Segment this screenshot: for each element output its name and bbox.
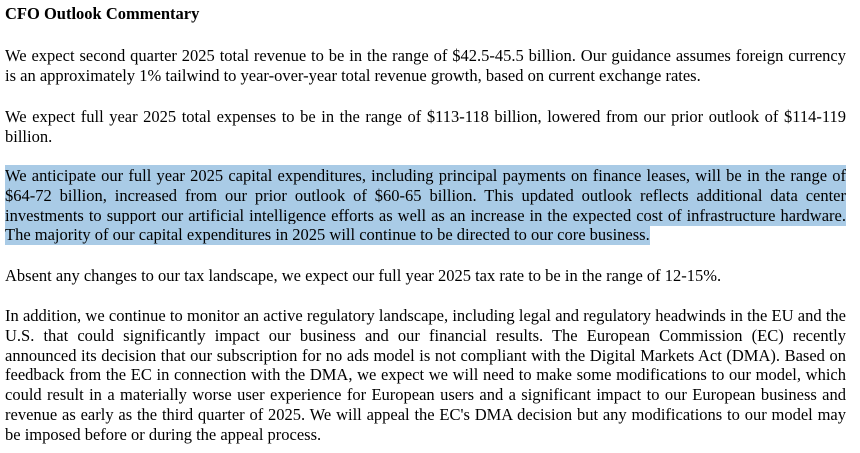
capex-paragraph[interactable] xyxy=(5,166,846,245)
text-selection-highlight[interactable]: We anticipate our full year 2025 capital expenditures, including principal payments on finance leases, will be in the range of $64-72 billion, increased from our prior outlook of $60-65 billion. This updated outlook reflects additional data center investments to support our artificial intelligence efforts as well as an increase in the expected cost of infrastructure hardware. The majority of our capital expenditures in 2025 will continue to be directed to our core business. xyxy=(5,166,846,245)
tax-paragraph: Absent any changes to our tax landscape, we expect our full year 2025 tax rate to be in the range of 12-15%. xyxy=(5,266,722,285)
revenue-paragraph: We expect second quarter 2025 total revenue to be in the range of $42.5-45.5 billion. Our guidance assumes foreign currency is an approximately 1% tailwind to year-over-year total revenue growth, based on current exchange rates. xyxy=(5,46,846,85)
document-title: CFO Outlook Commentary xyxy=(5,4,200,23)
expenses-paragraph: We expect full year 2025 total expenses to be in the range of $113-118 billion, lowered from our prior outlook of $114-119 billion. xyxy=(5,107,846,146)
regulatory-paragraph: In addition, we continue to monitor an active regulatory landscape, including legal and regulatory headwinds in the EU and the U.S. that could significantly impact our business and our financial results. The European Commission (EC) recently announced its decision that our subscription for no ads model is not compliant with the Digital Markets Act (DMA). Based on feedback from the EC in connection with the DMA, we expect we will need to make some modifications to our model, which could result in a materially worse user experience for European users and a significant impact to our European business and revenue as early as the third quarter of 2025. We will appeal the EC's DMA decision but any modifications to our model may be imposed before or during the appeal process. xyxy=(5,306,846,444)
document-page xyxy=(5,4,846,444)
